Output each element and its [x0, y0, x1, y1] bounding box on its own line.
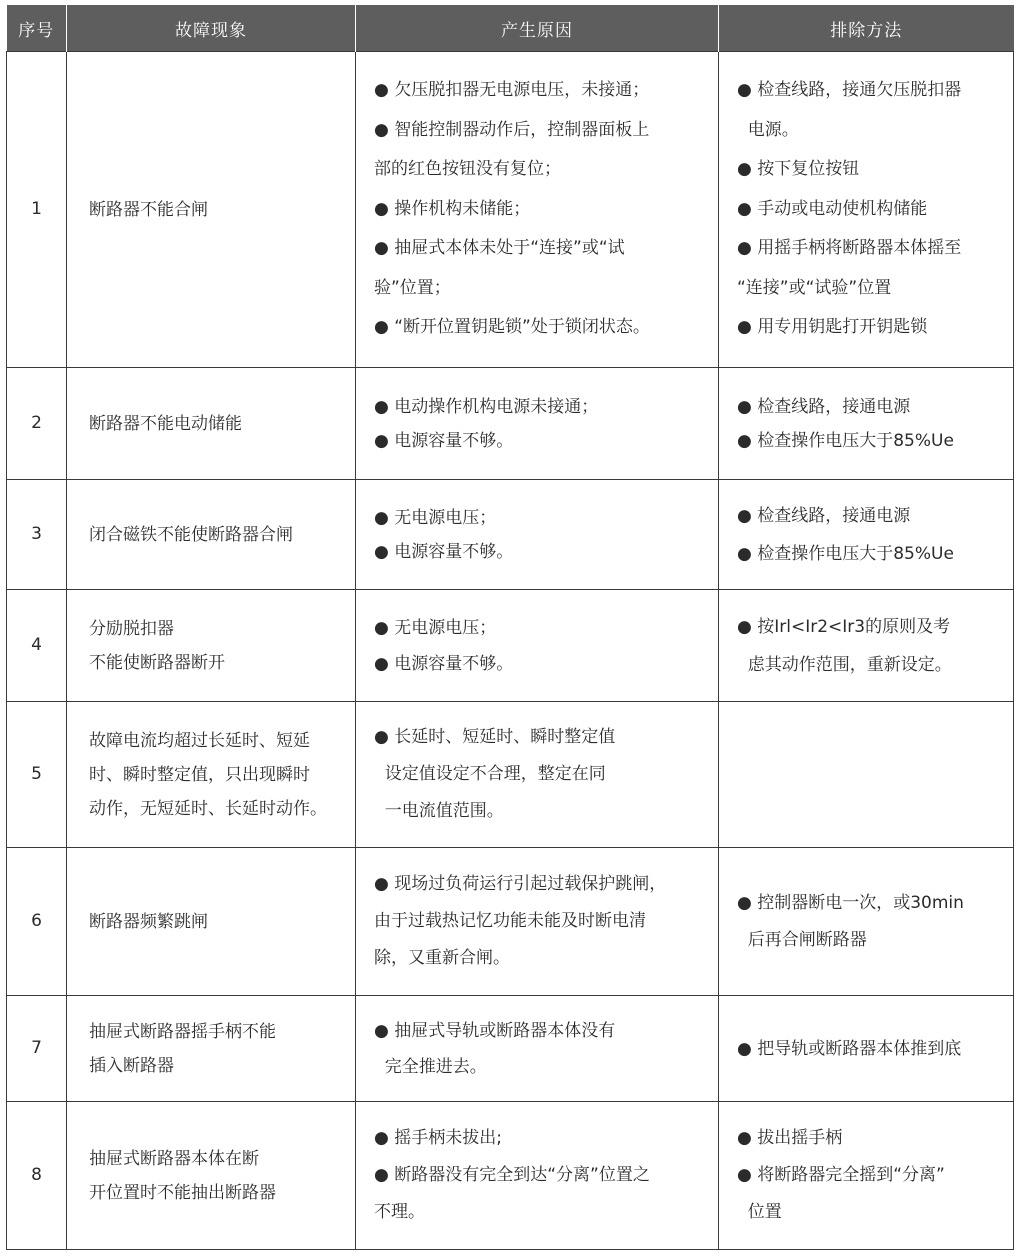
cause-cell — [356, 52, 719, 368]
cause-line: ● 电动操作机构电源未接通； — [374, 396, 599, 417]
fault-line: 断路器不能电动储能 — [89, 413, 242, 434]
fix-line: ● 用摇手柄将断路器本体摇至 — [737, 238, 962, 259]
row-number: 3 — [7, 480, 67, 590]
fix-cell — [719, 590, 1014, 702]
cause-line: ● 长延时、短延时、瞬时整定值 — [374, 727, 616, 747]
fault-table-wrapper — [6, 5, 1013, 1250]
fix-line: ● 控制器断电一次，或30min — [737, 892, 964, 913]
cause-line: ● 欠压脱扣器无电源电压，未接通； — [374, 80, 650, 101]
table-row — [7, 996, 1014, 1102]
fix-line: 位置 — [737, 1202, 782, 1222]
fault-line: 分励脱扣器 — [89, 618, 174, 639]
fault-cell — [67, 996, 356, 1102]
fix-line: ● 将断路器完全摇到“分离” — [737, 1165, 945, 1185]
fix-line: ● 按下复位按钮 — [737, 159, 860, 180]
cause-line: ● 断路器没有完全到达“分离”位置之 — [374, 1165, 650, 1185]
fault-line: 开位置时不能抽出断路器 — [89, 1182, 276, 1203]
fault-line: 断路器频繁跳闸 — [89, 911, 208, 932]
cause-line: 设定值设定不合理，整定在同 — [374, 764, 606, 784]
fix-line: ● 检查操作电压大于85%Ue — [737, 430, 954, 451]
table-row — [7, 480, 1014, 590]
fix-cell — [719, 480, 1014, 590]
fix-line: ● 手动或电动使机构储能 — [737, 198, 928, 219]
fix-cell — [719, 368, 1014, 480]
fault-line: 闭合磁铁不能使断路器合闸 — [89, 524, 293, 545]
fault-cell — [67, 480, 356, 590]
fix-line: 后再合闸断路器 — [737, 929, 867, 950]
cause-cell — [356, 1102, 719, 1250]
header-no: 序号 — [7, 5, 67, 52]
fault-cell — [67, 1102, 356, 1250]
cause-line: ● 操作机构未储能； — [374, 198, 531, 219]
header-cause: 产生原因 — [356, 5, 719, 52]
fix-line: “连接”或“试验”位置 — [737, 277, 892, 298]
cause-line: 完全推进去。 — [374, 1056, 487, 1077]
cause-line: ● “断开位置钥匙锁”处于锁闭状态。 — [374, 317, 650, 338]
cause-line: ● 无电源电压； — [374, 507, 497, 528]
cause-line: ● 摇手柄未拔出; — [374, 1128, 502, 1148]
row-number: 1 — [7, 52, 67, 368]
cause-line: 由于过载热记忆功能未能及时断电清 — [374, 911, 646, 931]
cause-cell — [356, 702, 719, 848]
fix-line: 虑其动作范围，重新设定。 — [737, 654, 952, 675]
fix-line: ● 检查线路，接通电源 — [737, 396, 911, 417]
fault-cell — [67, 368, 356, 480]
fix-line: ● 检查线路，接通电源 — [737, 505, 911, 526]
fix-line: ● 按Irl<Ir2<Ir3的原则及考 — [737, 616, 951, 637]
cause-cell — [356, 368, 719, 480]
row-number: 6 — [7, 848, 67, 996]
fix-cell — [719, 848, 1014, 996]
cause-line: 验”位置； — [374, 277, 451, 298]
row-number: 7 — [7, 996, 67, 1102]
fix-cell — [719, 1102, 1014, 1250]
header-fault: 故障现象 — [67, 5, 356, 52]
cause-line: 一电流值范围。 — [374, 801, 504, 821]
fix-line: ● 拔出摇手柄 — [737, 1128, 843, 1148]
cause-line: ● 电源容量不够。 — [374, 541, 514, 562]
fix-line: ● 把导轨或断路器本体推到底 — [737, 1038, 962, 1059]
fix-line: ● 用专用钥匙打开钥匙锁 — [737, 317, 928, 338]
fault-cell — [67, 590, 356, 702]
fault-cell — [67, 848, 356, 996]
row-number: 5 — [7, 702, 67, 848]
table-body — [7, 52, 1014, 1250]
cause-line: ● 电源容量不够。 — [374, 653, 514, 674]
cause-line: ● 智能控制器动作后，控制器面板上 — [374, 119, 650, 140]
cause-line: ● 现场过负荷运行引起过载保护跳闸， — [374, 874, 667, 894]
table-row — [7, 848, 1014, 996]
fault-line: 不能使断路器断开 — [89, 652, 225, 673]
cause-line: ● 无电源电压； — [374, 617, 497, 638]
fault-line: 抽屉式断路器本体在断 — [89, 1148, 259, 1169]
fault-line: 抽屉式断路器摇手柄不能 — [89, 1021, 276, 1042]
row-number: 4 — [7, 590, 67, 702]
row-number: 8 — [7, 1102, 67, 1250]
cause-cell — [356, 590, 719, 702]
fault-line: 故障电流均超过长延时、短延 — [89, 730, 310, 751]
table-row — [7, 368, 1014, 480]
fix-cell — [719, 702, 1014, 848]
cause-cell — [356, 996, 719, 1102]
fix-cell — [719, 52, 1014, 368]
cause-line: 部的红色按钮没有复位； — [374, 159, 561, 180]
fix-line: ● 检查操作电压大于85%Ue — [737, 543, 954, 564]
cause-line: 不理。 — [374, 1202, 425, 1222]
fix-line: ● 检查线路，接通欠压脱扣器 — [737, 80, 962, 101]
table-row — [7, 702, 1014, 848]
cause-line: ● 电源容量不够。 — [374, 430, 514, 451]
fix-cell — [719, 996, 1014, 1102]
table-row — [7, 52, 1014, 368]
fault-table — [6, 5, 1014, 1250]
table-header — [7, 5, 1014, 52]
fault-line: 断路器不能合闸 — [89, 199, 208, 220]
cause-line: 除，又重新合闸。 — [374, 948, 510, 968]
fault-line: 动作，无短延时、长延时动作。 — [89, 798, 327, 819]
fault-cell — [67, 52, 356, 368]
cause-line: ● 抽屉式本体未处于“连接”或“试 — [374, 238, 625, 259]
fault-line: 插入断路器 — [89, 1055, 174, 1076]
cause-cell — [356, 848, 719, 996]
cause-line: ● 抽屉式导轨或断路器本体没有 — [374, 1020, 616, 1041]
fault-line: 时、瞬时整定值，只出现瞬时 — [89, 764, 310, 785]
table-row — [7, 590, 1014, 702]
fix-line: 电源。 — [737, 119, 799, 140]
table-row — [7, 1102, 1014, 1250]
fault-cell — [67, 702, 356, 848]
row-number: 2 — [7, 368, 67, 480]
cause-cell — [356, 480, 719, 590]
header-fix: 排除方法 — [719, 5, 1014, 52]
